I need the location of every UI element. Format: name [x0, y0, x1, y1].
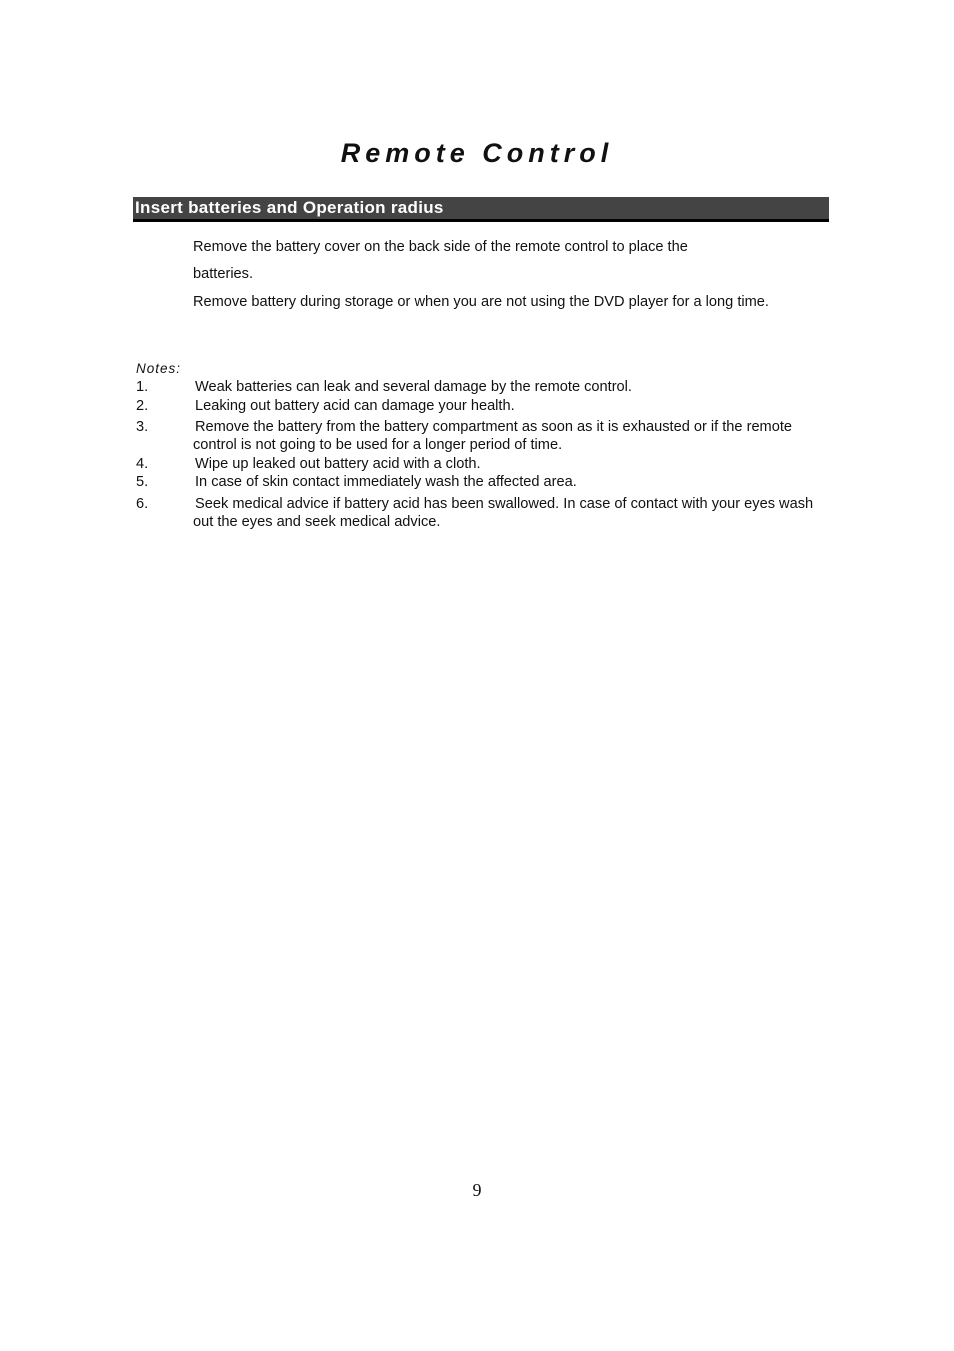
note-item: [136, 455, 826, 473]
note-item: [136, 397, 826, 415]
note-text: Seek medical advice if battery acid has been swallowed. In case of contact with your eyes wash out the eyes and seek medical advice.: [193, 496, 814, 530]
instruction-line: batteries.: [193, 266, 254, 282]
note-item: [136, 473, 826, 491]
note-text: Leaking out battery acid can damage your health.: [195, 398, 515, 414]
note-item: [136, 378, 826, 396]
note-number: 2.: [136, 398, 149, 414]
page-number: 9: [472, 1180, 482, 1200]
note-number: 1.: [136, 379, 149, 395]
notes-label: Notes:: [136, 361, 182, 376]
note-text: Remove the battery from the battery compartment as soon as it is exhausted or if the remote control is not going to be used for a longer period of time.: [193, 419, 793, 453]
instruction-paragraph: [193, 238, 813, 283]
section-header-label: Insert batteries and Operation radius: [135, 198, 444, 217]
note-number: 5.: [136, 474, 149, 490]
note-text: In case of skin contact immediately wash the affected area.: [195, 474, 577, 490]
instruction-line: Remove the battery cover on the back side of the remote control to place the: [193, 239, 688, 255]
note-number: 6.: [136, 496, 149, 512]
page-title: Remote Control: [340, 138, 614, 168]
note-number: 3.: [136, 419, 149, 435]
section-header: [133, 197, 829, 222]
note-text: Wipe up leaked out battery acid with a cloth.: [195, 456, 481, 472]
note-text: Weak batteries can leak and several damage by the remote control.: [195, 379, 632, 395]
note-item: [136, 418, 826, 454]
instruction-paragraph: Remove battery during storage or when you are not using the DVD player for a long time.: [193, 294, 769, 310]
note-item: [136, 495, 826, 531]
note-number: 4.: [136, 456, 149, 472]
